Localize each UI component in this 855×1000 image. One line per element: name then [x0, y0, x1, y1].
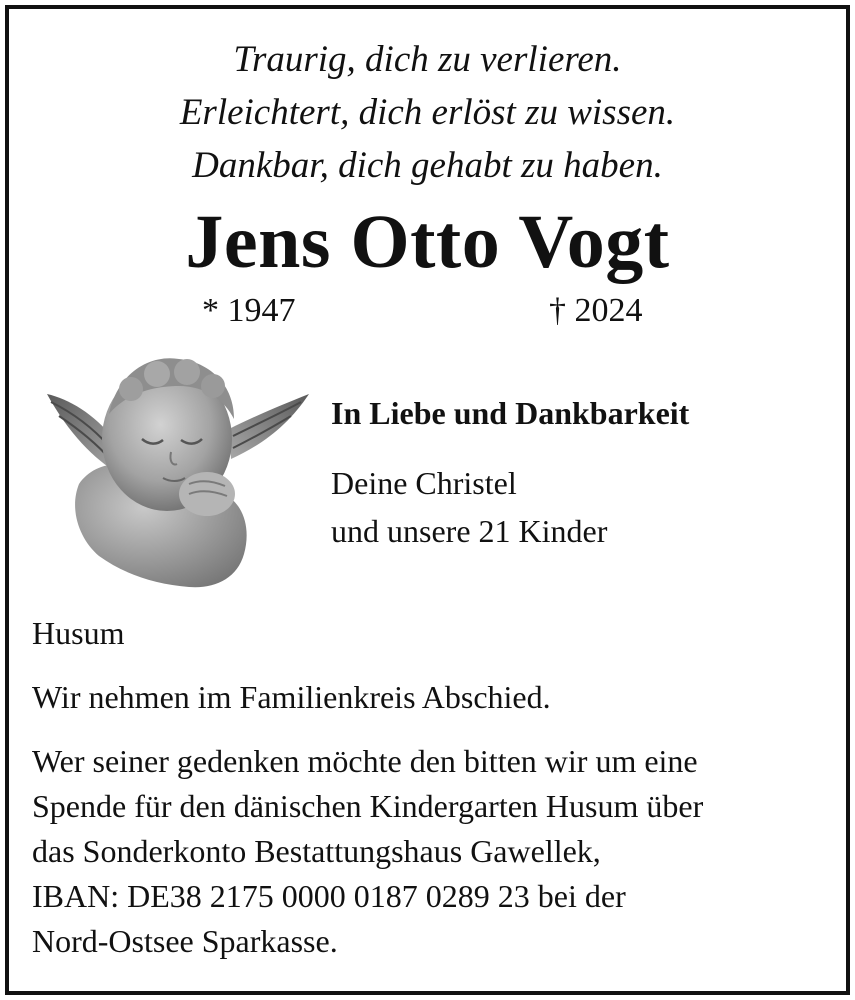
- obituary-notice: [5, 5, 850, 995]
- deceased-name: Jens Otto Vogt: [185, 200, 670, 284]
- verse-line: Traurig, dich zu verlieren.: [233, 39, 622, 80]
- donation-line: Spende für den dänischen Kindergarten Husum über: [32, 788, 704, 824]
- angel-icon: [39, 344, 314, 594]
- farewell-note: Wir nehmen im Familienkreis Abschied.: [32, 679, 551, 715]
- donation-line: das Sonderkonto Bestattungshaus Gawellek,: [32, 833, 601, 869]
- verse: [9, 33, 846, 192]
- birth-year: * 1947: [202, 292, 296, 329]
- donation-line: Nord-Ostsee Sparkasse.: [32, 923, 338, 959]
- donation-note: [32, 739, 703, 964]
- donation-line: IBAN: DE38 2175 0000 0187 0289 23 bei der: [32, 878, 626, 914]
- family-line: und unsere 21 Kinder: [331, 513, 608, 549]
- death-year: † 2024: [549, 292, 643, 329]
- dedication: In Liebe und Dankbarkeit: [331, 395, 690, 431]
- donation-line: Wer seiner gedenken möchte den bitten wir um eine: [32, 743, 698, 779]
- verse-line: Erleichtert, dich erlöst zu wissen.: [179, 92, 676, 133]
- family-line: Deine Christel: [331, 465, 517, 501]
- verse-line: Dankbar, dich gehabt zu haben.: [192, 145, 663, 186]
- place: Husum: [32, 615, 125, 651]
- family-signature: [331, 459, 607, 555]
